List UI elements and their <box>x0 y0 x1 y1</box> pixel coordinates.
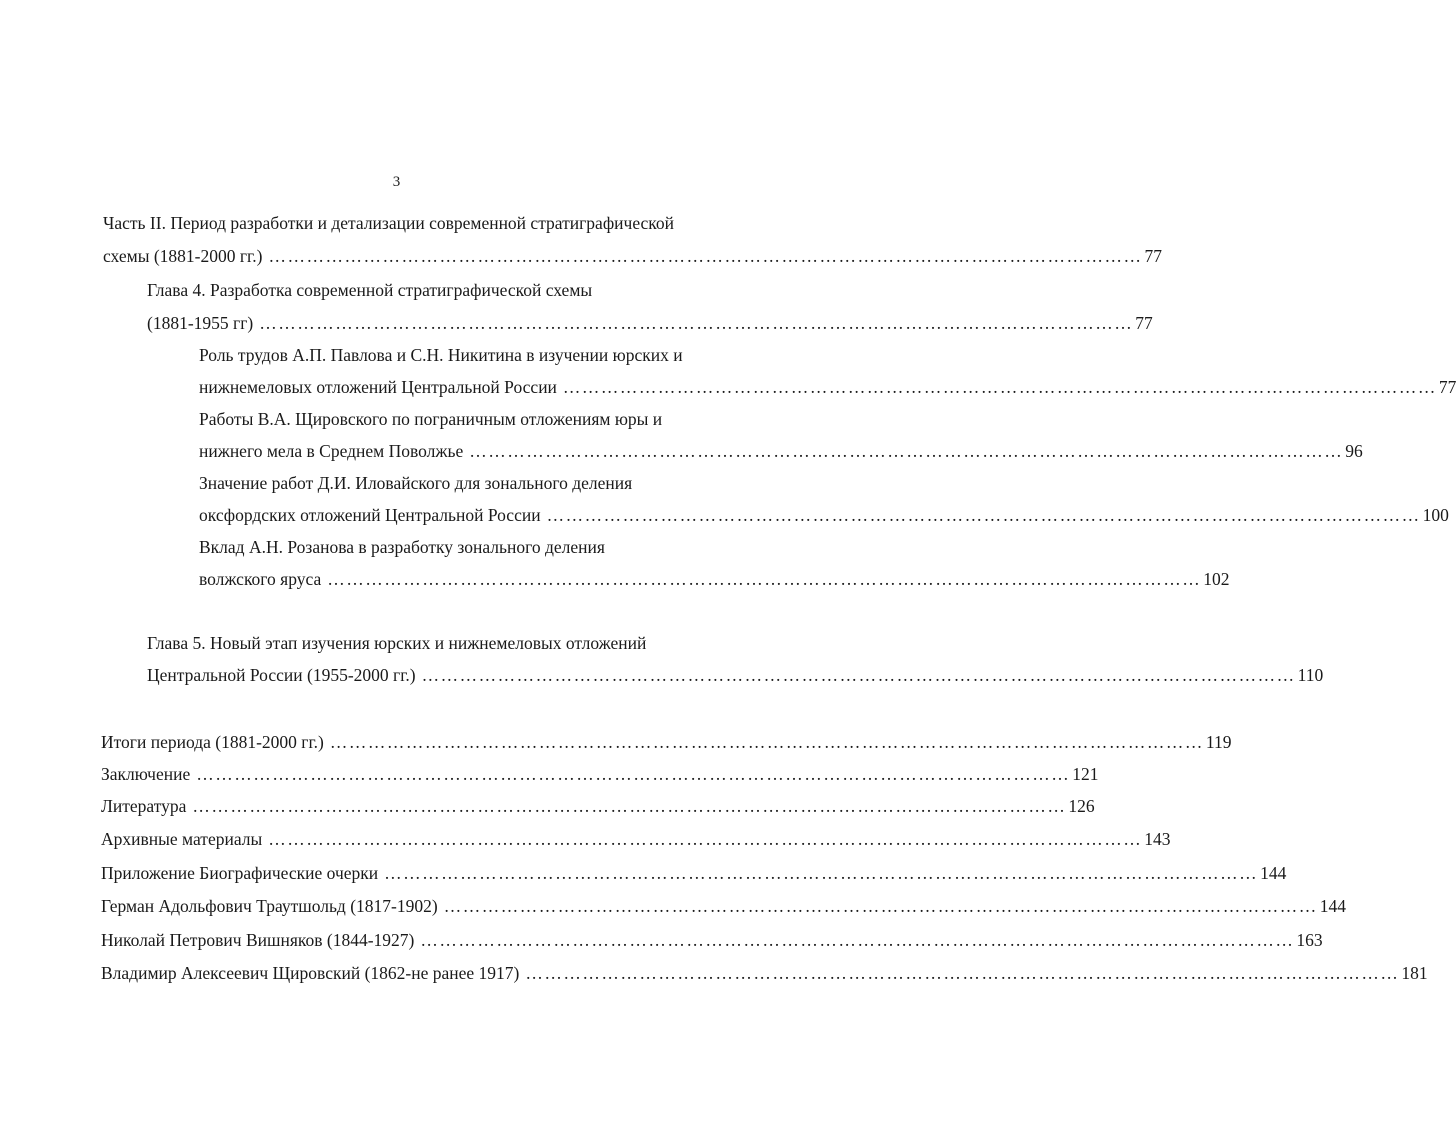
toc-section-title: Роль трудов А.П. Павлова и С.Н. Никитина в изучении юрских и <box>199 345 683 365</box>
toc-entry-title: (1881-1955 гг) <box>147 313 254 333</box>
toc-entry-title: Николай Петрович Вишняков (1844-1927) <box>101 930 415 950</box>
toc-entry-page: 77 <box>1438 377 1456 397</box>
toc-entry[interactable] <box>101 763 1099 785</box>
toc-entry-page: 100 <box>1422 505 1449 525</box>
toc-entry-title: схемы (1881-2000 гг.) <box>103 246 263 266</box>
toc-leader: ………………………………………………………………………………………………………………………… <box>469 441 1344 461</box>
toc-entry-title: нижнего мела в Среднем Поволжье <box>199 441 464 461</box>
toc-leader: ………………………………………………………………………………………………………………………… <box>525 963 1400 983</box>
toc-entry[interactable] <box>199 440 1363 462</box>
toc-entry-title: Приложение Биографические очерки <box>101 863 379 883</box>
toc-entry[interactable] <box>147 312 1153 334</box>
toc-entry[interactable] <box>101 731 1232 753</box>
toc-entry[interactable] <box>147 664 1324 686</box>
toc-leader: ………………………………………………………………………………………………………………………… <box>443 896 1318 916</box>
toc-entry-page: 77 <box>1135 313 1153 333</box>
toc-leader: ………………………………………………………………………………………………………………………… <box>268 829 1143 849</box>
toc-entry-page: 119 <box>1205 732 1232 752</box>
toc-leader: ………………………………………………………………………………………………………………………… <box>329 732 1204 752</box>
toc-entry[interactable] <box>101 962 1428 984</box>
toc-entry-title: Заключение <box>101 764 191 784</box>
toc-entry[interactable] <box>101 828 1171 850</box>
toc-entry-title: Владимир Алексеевич Щировский (1862-не ранее 1917) <box>101 963 520 983</box>
toc-leader: ………………………………………………………………………………………………………………………… <box>421 665 1296 685</box>
toc-entry-title: волжского яруса <box>199 569 322 589</box>
toc-entry-title: Литература <box>101 796 187 816</box>
toc-entry-page: 163 <box>1296 930 1323 950</box>
toc-entry[interactable] <box>101 795 1095 817</box>
toc-entry-page: 110 <box>1297 665 1324 685</box>
toc-entry-page: 126 <box>1068 796 1095 816</box>
toc-section-title: Работы В.А. Щировского по пограничным отложениям юры и <box>199 409 663 429</box>
toc-chapter-5-title: Глава 5. Новый этап изучения юрских и нижнемеловых отложений <box>147 633 647 653</box>
toc-leader: ………………………………………………………………………………………………………………………… <box>384 863 1259 883</box>
toc-entry[interactable] <box>199 504 1449 526</box>
toc-leader: ………………………………………………………………………………………………………………………… <box>327 569 1202 589</box>
toc-entry-page: 77 <box>1144 246 1162 266</box>
toc-entry-page: 143 <box>1144 829 1171 849</box>
toc-entry-title: Итоги периода (1881-2000 гг.) <box>101 732 324 752</box>
toc-leader: ………………………………………………………………………………………………………………………… <box>268 246 1143 266</box>
toc-entry-page: 144 <box>1319 896 1346 916</box>
toc-chapter-4-title: Глава 4. Разработка современной стратиграфической схемы <box>147 280 593 300</box>
toc-entry-title: Герман Адольфович Траутшольд (1817-1902) <box>101 896 438 916</box>
toc-leader: ………………………………………………………………………………………………………………………… <box>420 930 1295 950</box>
toc-entry[interactable] <box>103 245 1162 267</box>
toc-entry[interactable] <box>101 895 1346 917</box>
toc-part-2-title: Часть II. Период разработки и детализации современной стратиграфической <box>103 213 675 233</box>
toc-entry-title: нижнемеловых отложений Центральной России <box>199 377 557 397</box>
toc-entry-title: оксфордских отложений Центральной России <box>199 505 541 525</box>
toc-entry-page: 181 <box>1401 963 1428 983</box>
toc-entry-page: 96 <box>1345 441 1363 461</box>
toc-entry[interactable] <box>199 568 1230 590</box>
toc-entry-title: Центральной России (1955-2000 гг.) <box>147 665 416 685</box>
toc-leader: ………………………………………………………………………………………………………………………… <box>196 764 1071 784</box>
toc-leader: ………………………………………………………………………………………………………………………… <box>259 313 1134 333</box>
toc-entry-page: 144 <box>1260 863 1287 883</box>
toc-entry-page: 102 <box>1203 569 1230 589</box>
toc-leader: ………………………………………………………………………………………………………………………… <box>546 505 1421 525</box>
toc-entry-page: 121 <box>1072 764 1099 784</box>
toc-entry[interactable] <box>101 862 1287 884</box>
toc-section-title: Вклад А.Н. Розанова в разработку зонального деления <box>199 537 605 557</box>
toc-entry[interactable] <box>101 929 1323 951</box>
toc-entry[interactable] <box>199 376 1456 398</box>
page-number: 3 <box>392 174 401 190</box>
toc-entry-title: Архивные материалы <box>101 829 263 849</box>
toc-leader: ………………………………………………………………………………………………………………………… <box>562 377 1437 397</box>
toc-section-title: Значение работ Д.И. Иловайского для зонального деления <box>199 473 633 493</box>
toc-leader: ………………………………………………………………………………………………………………………… <box>192 796 1067 816</box>
